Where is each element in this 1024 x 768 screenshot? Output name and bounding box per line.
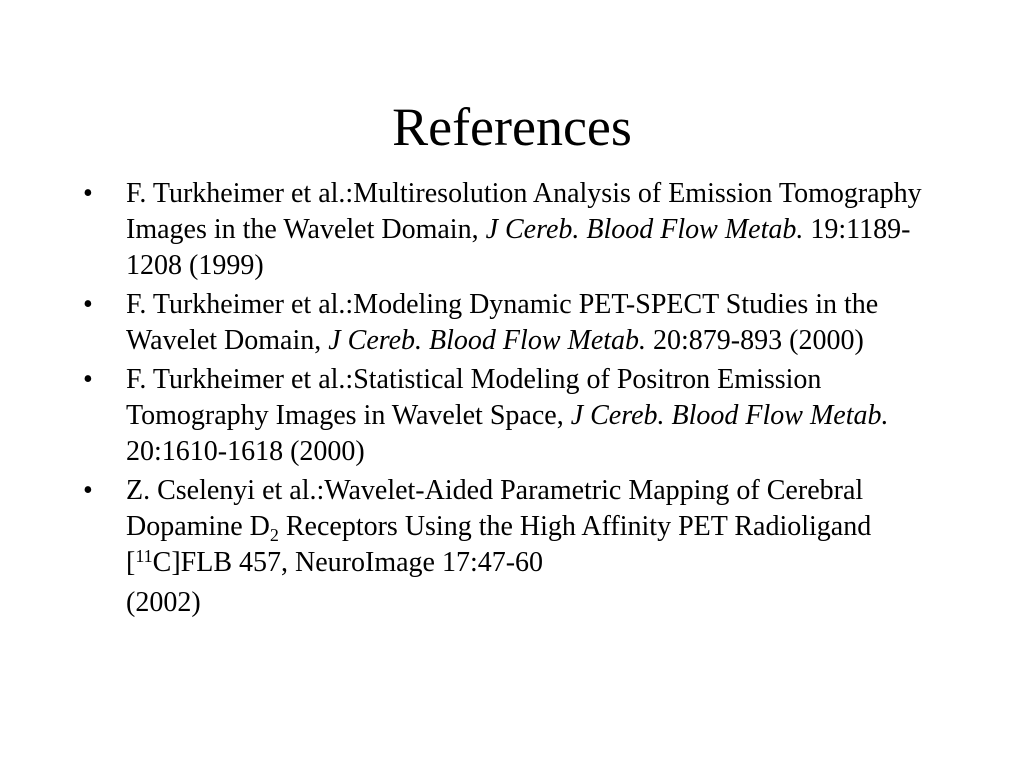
reference-text — [126, 362, 933, 470]
reference-body: F. Turkheimer et al.:Multiresolution Analysis of Emission Tomography Images in the Wavelet Domain, — [126, 178, 922, 245]
reference-list — [83, 176, 933, 624]
reference-text — [126, 176, 933, 284]
reference-item — [83, 287, 933, 359]
reference-year: (2002) — [126, 587, 201, 618]
bullet-icon: • — [83, 364, 93, 395]
reference-citation: 20:1610-1618 (2000) — [126, 436, 365, 467]
subscript: 2 — [269, 525, 279, 545]
reference-text — [126, 287, 933, 359]
bullet-icon: • — [83, 289, 93, 320]
superscript: 11 — [135, 546, 153, 566]
reference-body-continued: Receptors Using the High Affinity PET Radioligand [ — [126, 511, 872, 578]
reference-item — [83, 473, 933, 621]
bullet-icon: • — [83, 178, 93, 209]
reference-citation: C]FLB 457, NeuroImage 17:47-60 — [152, 547, 544, 578]
bullet-icon: • — [83, 475, 93, 506]
reference-journal: J Cereb. Blood Flow Metab. — [328, 325, 647, 356]
reference-body: F. Turkheimer et al.:Modeling Dynamic PET-SPECT Studies in the Wavelet Domain, — [126, 289, 879, 356]
slide-title: References — [392, 97, 632, 157]
reference-item — [83, 176, 933, 284]
reference-item — [83, 362, 933, 470]
reference-journal: J Cereb. Blood Flow Metab. — [485, 214, 804, 245]
reference-body: F. Turkheimer et al.:Statistical Modeling of Positron Emission Tomography Images in Wavelet Space, — [126, 364, 822, 431]
reference-citation: 20:879-893 (2000) — [646, 325, 864, 356]
reference-body: Z. Cselenyi et al.:Wavelet-Aided Parametric Mapping of Cerebral Dopamine D — [126, 475, 864, 542]
reference-citation: 19:1189-1208 (1999) — [126, 214, 911, 281]
reference-journal: J Cereb. Blood Flow Metab. — [570, 400, 889, 431]
reference-text — [126, 473, 933, 621]
